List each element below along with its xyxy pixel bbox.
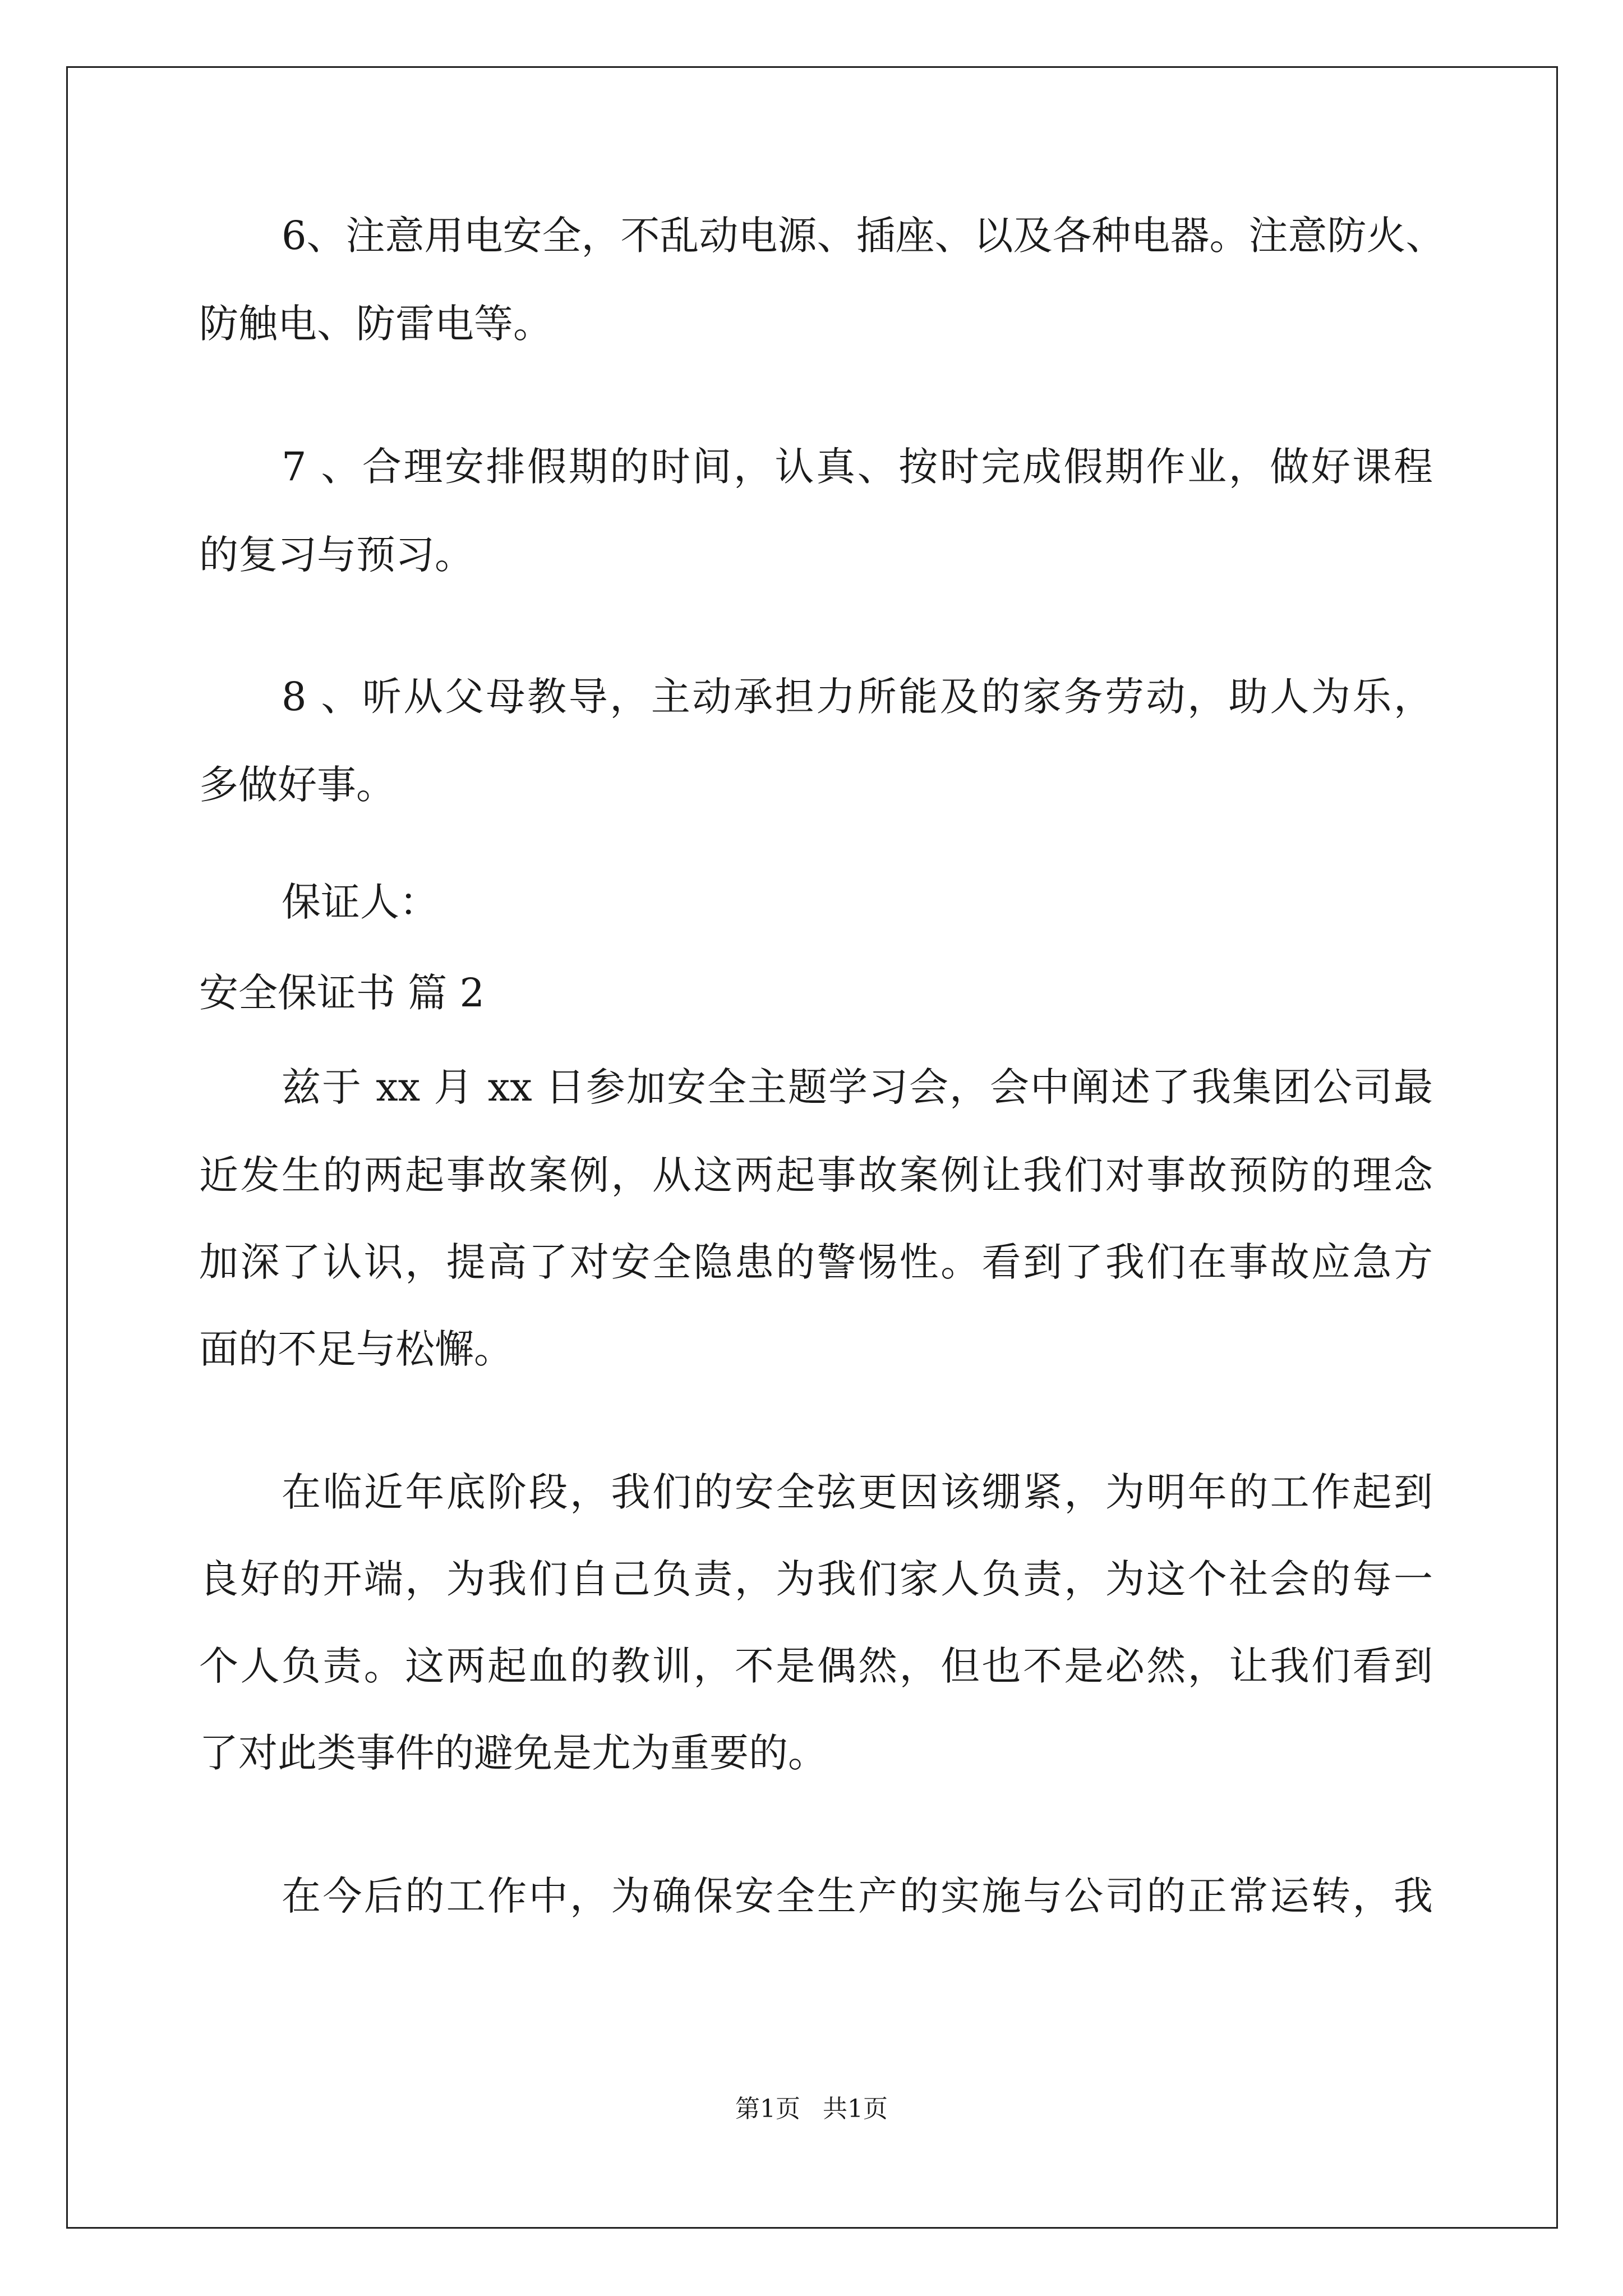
paragraph-line: 加深了认识，提高了对安全隐患的警惕性。看到了我们在事故应急方 [199,1239,1433,1285]
paragraph-line: 在临近年底阶段，我们的安全弦更因该绷紧，为明年的工作起到 [282,1469,1433,1515]
paragraph-line: 兹于 xx 月 xx 日参加安全主题学习会，会中阐述了我集团公司最 [282,1064,1433,1110]
paragraph-line: 多做好事。 [199,762,395,808]
section-heading: 安全保证书 篇 2 [199,970,485,1016]
paragraph-line: 防触电、防雷电等。 [199,301,552,347]
paragraph-line: 面的不足与松懈。 [199,1326,513,1372]
paragraph-line: 7 、合理安排假期的时间，认真、按时完成假期作业，做好课程 [282,444,1433,490]
paragraph-line: 近发生的两起事故案例，从这两起事故案例让我们对事故预防的理念 [199,1152,1433,1198]
paragraph-line: 8 、听从父母教导，主动承担力所能及的家务劳动，助人为乐， [282,674,1433,720]
paragraph-line: 良好的开端，为我们自己负责，为我们家人负责，为这个社会的每一 [199,1556,1433,1602]
paragraph-line: 了对此类事件的避免是尤为重要的。 [199,1730,827,1776]
paragraph-line: 个人负责。这两起血的教训，不是偶然，但也不是必然，让我们看到 [199,1643,1433,1689]
paragraph-line: 6、注意用电安全，不乱动电源、插座、以及各种电器。注意防火、 [282,213,1445,259]
page-footer [0,2092,1623,2126]
paragraph-line: 在今后的工作中，为确保安全生产的实施与公司的正常运转，我 [282,1873,1433,1919]
paragraph-line: 的复习与预习。 [199,532,474,578]
page-total: 共1页 [823,2095,888,2123]
page-number: 第1页 [735,2095,800,2123]
signature-label: 保证人： [282,879,439,925]
